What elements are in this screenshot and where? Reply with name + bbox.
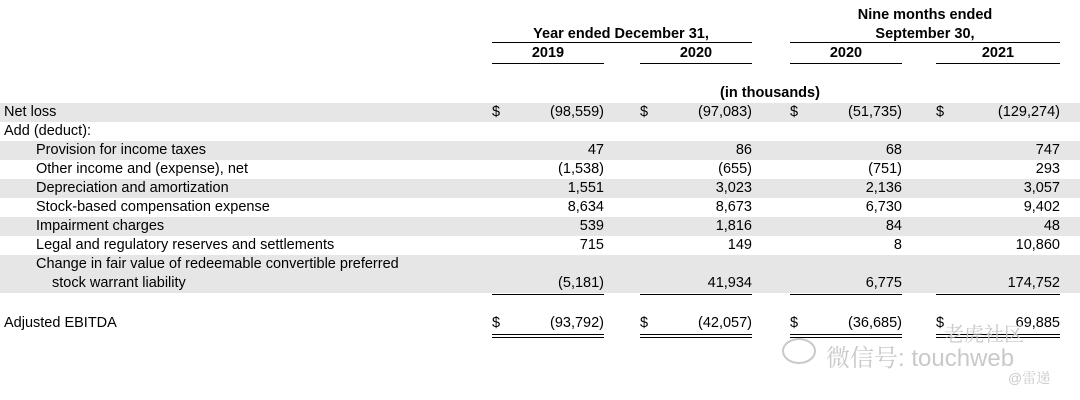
header-group-nine-months-line1: Nine months ended	[857, 7, 993, 23]
cell-value: 747	[1035, 142, 1060, 158]
cell-value: 8	[893, 237, 902, 253]
total-double-underline	[640, 334, 752, 335]
wechat-logo-icon	[782, 338, 816, 364]
subtotal-underline	[640, 294, 752, 295]
row-label: Other income and (expense), net	[36, 161, 248, 177]
row-label: Provision for income taxes	[36, 142, 207, 158]
currency-symbol: $	[790, 104, 799, 120]
cell-value: 6,730	[865, 199, 902, 215]
cell-value: (42,057)	[697, 315, 752, 331]
currency-symbol: $	[936, 315, 945, 331]
currency-symbol: $	[936, 104, 945, 120]
table-row-fair-value-line2	[0, 274, 1080, 293]
cell-value: 47	[587, 142, 604, 158]
cell-value: 3,057	[1023, 180, 1060, 196]
cell-value: 539	[579, 218, 604, 234]
cell-value: 48	[1043, 218, 1060, 234]
row-label: Impairment charges	[36, 218, 165, 234]
cell-value: 1,551	[567, 180, 604, 196]
cell-value: (129,274)	[997, 104, 1060, 120]
cell-value: 10,860	[1015, 237, 1060, 253]
header-year-2020-b: 2020	[829, 45, 863, 61]
cell-value: (51,735)	[847, 104, 902, 120]
cell-value: 86	[735, 142, 752, 158]
cell-value: (751)	[868, 161, 902, 177]
header-year-2021: 2021	[981, 45, 1015, 61]
cell-value: 149	[727, 237, 752, 253]
cell-value: 9,402	[1023, 199, 1060, 215]
subtotal-underline	[492, 294, 604, 295]
cell-value: (36,685)	[847, 315, 902, 331]
cell-value: 68	[885, 142, 902, 158]
cell-value: 3,023	[715, 180, 752, 196]
cell-value: 8,673	[715, 199, 752, 215]
header-year-2020-b-underline	[790, 63, 902, 64]
currency-symbol: $	[492, 104, 501, 120]
total-double-underline	[640, 337, 752, 338]
table-row-fair-value-line1	[0, 255, 1080, 274]
total-double-underline	[492, 337, 604, 338]
table-row-adjusted-ebitda	[0, 314, 1080, 333]
row-label: Depreciation and amortization	[36, 180, 229, 196]
currency-symbol: $	[790, 315, 799, 331]
header-year-2019: 2019	[531, 45, 565, 61]
cell-value: 293	[1035, 161, 1060, 177]
units-label: (in thousands)	[720, 85, 820, 101]
row-label: Net loss	[4, 104, 57, 120]
currency-symbol: $	[640, 315, 649, 331]
table-row-depreciation	[0, 179, 1080, 198]
header-group-year: Year ended December 31,	[533, 26, 709, 42]
header-year-2020-a: 2020	[679, 45, 713, 61]
cell-value: (5,181)	[558, 275, 604, 291]
header-group-nine-months-line2: September 30,	[875, 26, 975, 42]
cell-value: 84	[885, 218, 902, 234]
cell-value: (98,559)	[549, 104, 604, 120]
row-label: Change in fair value of redeemable convertible preferred	[36, 256, 399, 272]
table-row-other-income	[0, 160, 1080, 179]
table-row-impairment	[0, 217, 1080, 236]
subtotal-underline	[790, 294, 902, 295]
row-label: Adjusted EBITDA	[4, 315, 117, 331]
cell-value: (655)	[718, 161, 752, 177]
subtotal-underline	[936, 294, 1060, 295]
table-row-stock-compensation	[0, 198, 1080, 217]
cell-value: 174,752	[1007, 275, 1060, 291]
watermark-author: @雷递	[1008, 370, 1051, 386]
total-double-underline	[790, 334, 902, 335]
watermark-wechat-id: 微信号: touchweb	[826, 345, 1015, 372]
row-label: stock warrant liability	[52, 275, 186, 291]
currency-symbol: $	[640, 104, 649, 120]
header-year-2019-underline	[492, 63, 604, 64]
total-double-underline	[492, 334, 604, 335]
header-year-2020-a-underline	[640, 63, 752, 64]
header-group-nine-months-underline	[790, 42, 1060, 43]
cell-value: (97,083)	[697, 104, 752, 120]
header-year-2021-underline	[936, 63, 1060, 64]
table-row-net-loss	[0, 103, 1080, 122]
cell-value: 1,816	[715, 218, 752, 234]
cell-value: 2,136	[865, 180, 902, 196]
cell-value: 41,934	[707, 275, 752, 291]
cell-value: 8,634	[567, 199, 604, 215]
watermark-community: 老虎社区	[944, 324, 1024, 346]
cell-value: (93,792)	[549, 315, 604, 331]
table-row-legal-reserves	[0, 236, 1080, 255]
row-label: Add (deduct):	[4, 123, 92, 139]
cell-value: 69,885	[1015, 315, 1060, 331]
table-row-add-deduct	[0, 122, 1080, 141]
cell-value: (1,538)	[558, 161, 604, 177]
currency-symbol: $	[492, 315, 501, 331]
table-row-provision-income-taxes	[0, 141, 1080, 160]
cell-value: 715	[579, 237, 604, 253]
row-label: Stock-based compensation expense	[36, 199, 270, 215]
cell-value: 6,775	[865, 275, 902, 291]
row-label: Legal and regulatory reserves and settlements	[36, 237, 335, 253]
header-group-year-underline	[492, 42, 752, 43]
